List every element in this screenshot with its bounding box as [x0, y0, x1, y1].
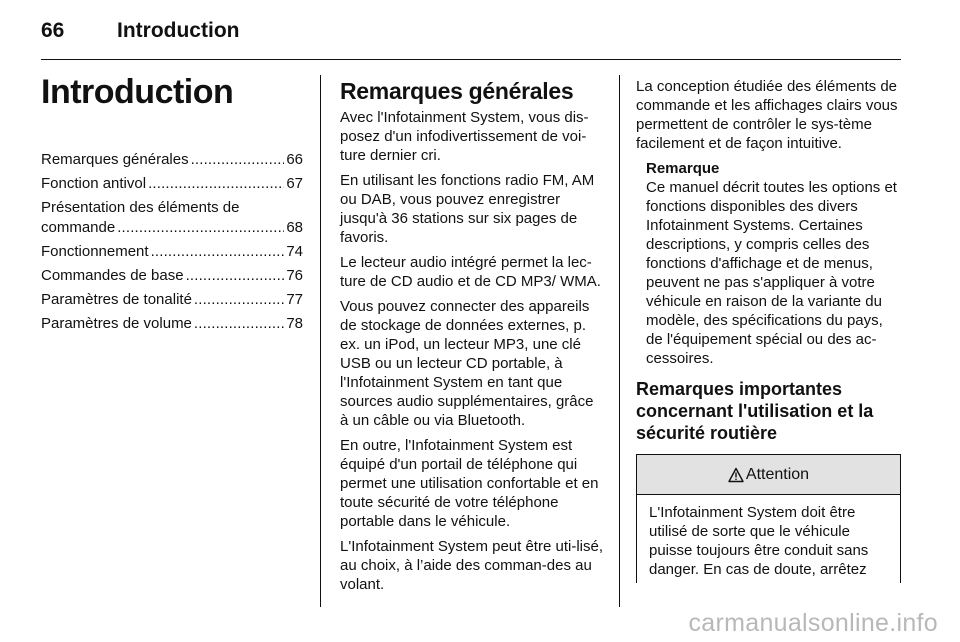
toc-label: Remarques générales	[41, 151, 189, 168]
toc-leader	[149, 242, 285, 262]
warning-header	[637, 455, 900, 495]
note-block	[646, 159, 901, 368]
warning-box	[636, 454, 901, 583]
warning-body: L'Infotainment System doit être utilisé de sorte que le véhicule puisse toujours être conduit sans danger. En cas de doute, arrêtez	[649, 504, 869, 578]
paragraph: En utilisant les fonctions radio FM, AM ou DAB, vous pouvez enregistrer jusqu'à 36 stations sur six pages de favoris.	[340, 172, 595, 246]
toc-item[interactable]	[41, 174, 303, 194]
toc-leader	[192, 314, 284, 334]
paragraph: Le lecteur audio intégré permet la lec-ture de CD audio et de CD MP3/ WMA.	[340, 254, 601, 290]
paragraph: Vous pouvez connecter des appareils de stockage de données externes, p. ex. un iPod, un lecteur MP3, une clé USB ou un lecteur CD portable, à l'Infotainment System en tant que sources audio supplémentaires, grâce à un câble ou via Bluetooth.	[340, 298, 594, 429]
warning-title: Attention	[745, 465, 810, 483]
toc-label: Paramètres de tonalité	[41, 291, 192, 308]
toc-item[interactable]	[41, 242, 303, 262]
toc-label: Fonctionnement	[41, 243, 149, 260]
chapter-title: Introduction	[41, 73, 234, 111]
paragraph: L'Infotainment System peut être uti-lisé, au choix, à l’aide des comman-des au volant.	[340, 538, 603, 593]
toc-column	[41, 70, 303, 338]
toc-page: 76	[286, 267, 303, 284]
toc-item[interactable]	[41, 150, 303, 170]
toc-page: 68	[286, 219, 303, 236]
toc-label: Commandes de base	[41, 267, 184, 284]
toc-page: 66	[286, 151, 303, 168]
toc-page: 77	[286, 291, 303, 308]
toc-label: Fonction antivol	[41, 175, 147, 192]
toc-item[interactable]	[41, 266, 303, 286]
paragraph: La conception étudiée des éléments de commande et les affichages clairs vous permettent de contrôler le sys-tème facilement et de façon intuitive.	[636, 78, 898, 152]
toc-item[interactable]	[41, 314, 303, 334]
subsection-title: Remarques importantes concernant l'utilisation et la sécurité routière	[636, 379, 874, 443]
paragraph: Avec l'Infotainment System, vous dis-posez d'un infodivertissement de voi-ture dernier cri.	[340, 109, 589, 164]
toc-page: 78	[286, 315, 303, 332]
toc-label: commande	[41, 219, 116, 236]
toc-page: 74	[286, 243, 303, 260]
header-rule	[41, 59, 901, 60]
toc-label: Paramètres de volume	[41, 315, 192, 332]
toc-label-line1: Présentation des éléments de	[41, 199, 240, 216]
toc-item[interactable]	[41, 198, 303, 238]
toc-leader	[146, 174, 284, 194]
paragraph: En outre, l'Infotainment System est équipé d'un portail de téléphone qui permet une utilisation confortable et en toute sécurité de votre téléphone portable dans le véhicule.	[340, 437, 599, 530]
page-number: 66	[41, 19, 65, 42]
toc-leader	[189, 150, 285, 170]
watermark: carmanualsonline.info	[688, 609, 938, 637]
note-title: Remarque	[646, 160, 720, 177]
toc-leader	[184, 266, 285, 286]
column-divider-2	[619, 75, 620, 607]
warning-triangle-icon	[728, 467, 744, 483]
section-title: Remarques générales	[340, 78, 574, 104]
toc-item[interactable]	[41, 290, 303, 310]
toc-leader	[115, 218, 284, 238]
running-header: Introduction	[117, 19, 240, 42]
text-column-right	[636, 77, 901, 583]
text-column-middle	[340, 78, 605, 600]
toc-page: 67	[286, 175, 303, 192]
toc-leader	[192, 290, 284, 310]
column-divider-1	[320, 75, 321, 607]
note-body: Ce manuel décrit toutes les options et fonctions disponibles des divers Infotainment Systems. Certaines descriptions, y compris celles des fonctions d'affichage et de menus, peuvent ne pas s'appliquer à votre véhicule en raison de la variante du modèle, des spécifications du pays, de l'équipement spécial ou des ac-cessoires.	[646, 179, 897, 367]
